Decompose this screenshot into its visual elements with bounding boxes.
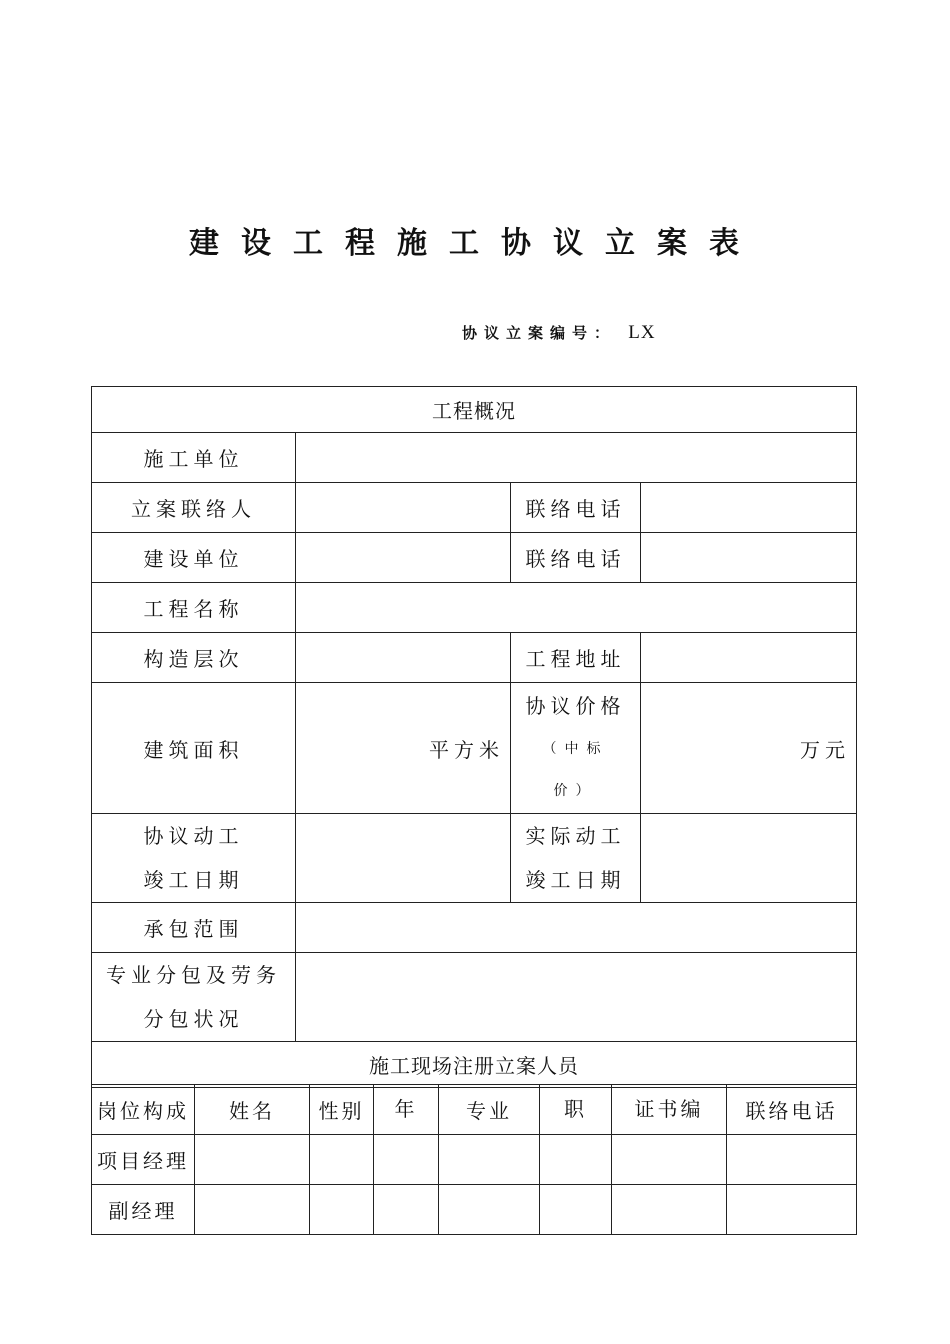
contract-price-line2: （中标: [542, 741, 609, 757]
field-phone-1[interactable]: [641, 483, 857, 533]
label-construction-unit: 施工单位: [92, 433, 296, 483]
contract-price-line1: 协议价格: [525, 694, 626, 718]
label-builder-unit: 建设单位: [92, 533, 296, 583]
cell-input[interactable]: [310, 1185, 374, 1235]
field-building-area[interactable]: [296, 683, 511, 814]
field-structure-floors[interactable]: [296, 633, 511, 683]
col-name: 姓名: [195, 1085, 310, 1135]
col-certificate: 证书编: [612, 1085, 727, 1135]
cell-input[interactable]: [540, 1185, 612, 1235]
staff-table: [91, 1084, 857, 1235]
label-project-address: 工程地址: [511, 633, 641, 683]
field-project-address[interactable]: [641, 633, 857, 683]
contract-dates-line2: 竣工日期: [143, 868, 244, 892]
row-label-project-manager: 项目经理: [92, 1135, 195, 1185]
table-row: [92, 1185, 857, 1235]
price-unit: 万元: [800, 737, 850, 762]
label-phone-2: 联络电话: [511, 533, 641, 583]
field-contact-person[interactable]: [296, 483, 511, 533]
col-position: 岗位构成: [92, 1085, 195, 1135]
cell-input[interactable]: [612, 1135, 727, 1185]
label-project-name: 工程名称: [92, 583, 296, 633]
field-phone-2[interactable]: [641, 533, 857, 583]
cell-input[interactable]: [374, 1185, 439, 1235]
cell-input[interactable]: [310, 1135, 374, 1185]
cell-input[interactable]: [195, 1135, 310, 1185]
label-contract-price: [511, 683, 641, 814]
label-building-area: 建筑面积: [92, 683, 296, 814]
field-contract-scope[interactable]: [296, 903, 857, 953]
field-actual-dates[interactable]: [641, 814, 857, 903]
col-phone: 联络电话: [727, 1085, 857, 1135]
field-subcontract[interactable]: [296, 953, 857, 1042]
field-contract-price[interactable]: [641, 683, 857, 814]
field-construction-unit[interactable]: [296, 433, 857, 483]
contract-price-line3: 价）: [553, 783, 598, 799]
label-phone-1: 联络电话: [511, 483, 641, 533]
doc-number-label: 协议立案编号：: [462, 324, 617, 342]
project-overview-table: [91, 386, 857, 1088]
label-actual-dates: [511, 814, 641, 903]
staff-header-row: [92, 1085, 857, 1135]
section-heading-staff: 施工现场注册立案人员: [92, 1042, 857, 1088]
cell-input[interactable]: [727, 1135, 857, 1185]
table-row: [92, 1135, 857, 1185]
label-structure-floors: 构造层次: [92, 633, 296, 683]
doc-number-value[interactable]: LX: [628, 322, 656, 343]
field-builder-unit[interactable]: [296, 533, 511, 583]
cell-input[interactable]: [612, 1185, 727, 1235]
field-contract-dates[interactable]: [296, 814, 511, 903]
label-contact-person: 立案联络人: [92, 483, 296, 533]
subcontract-line2: 分包状况: [143, 1007, 244, 1031]
contract-dates-line1: 协议动工: [143, 824, 244, 848]
field-project-name[interactable]: [296, 583, 857, 633]
cell-input[interactable]: [439, 1135, 540, 1185]
cell-input[interactable]: [195, 1185, 310, 1235]
col-age: 年: [374, 1085, 439, 1135]
label-contract-scope: 承包范围: [92, 903, 296, 953]
section-heading-overview: 工程概况: [92, 387, 857, 433]
subcontract-line1: 专业分包及劳务: [106, 963, 281, 987]
actual-dates-line2: 竣工日期: [525, 868, 626, 892]
cell-input[interactable]: [374, 1135, 439, 1185]
row-label-deputy-manager: 副经理: [92, 1185, 195, 1235]
label-contract-dates: [92, 814, 296, 903]
cell-input[interactable]: [540, 1135, 612, 1185]
col-specialty: 专业: [439, 1085, 540, 1135]
cell-input[interactable]: [727, 1185, 857, 1235]
cell-input[interactable]: [439, 1185, 540, 1235]
form-title: 建设工程施工协议立案表: [189, 226, 761, 261]
col-title: 职: [540, 1085, 612, 1135]
area-unit: 平方米: [429, 737, 504, 762]
actual-dates-line1: 实际动工: [525, 824, 626, 848]
col-gender: 性别: [310, 1085, 374, 1135]
doc-number: [462, 322, 656, 344]
label-subcontract: [92, 953, 296, 1042]
